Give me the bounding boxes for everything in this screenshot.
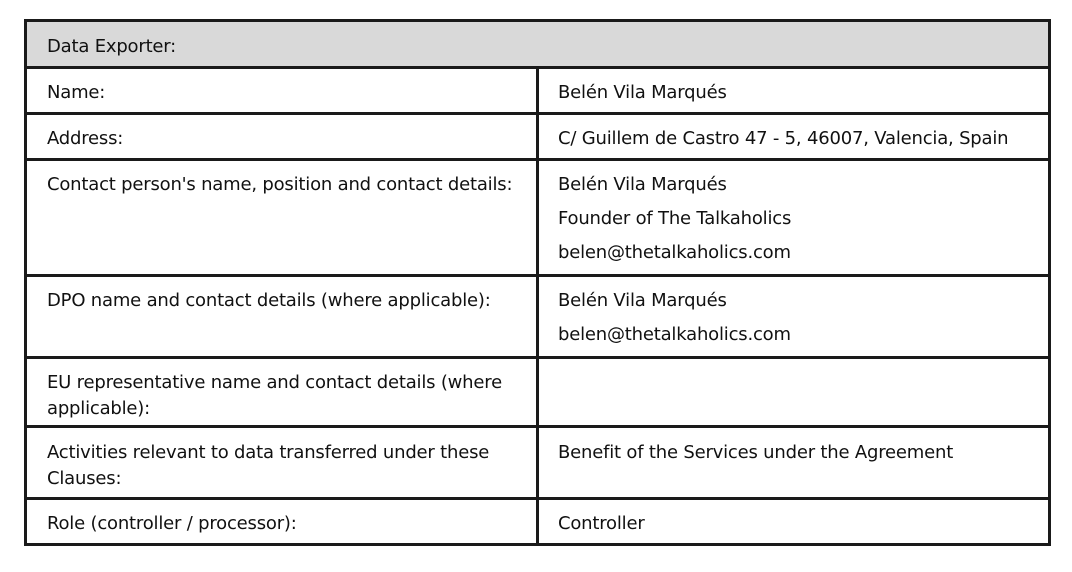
table-row [26, 276, 1050, 358]
table-row [26, 68, 1050, 114]
contact-position: Founder of The Talkaholics [558, 208, 792, 229]
row-value-group [538, 276, 1050, 358]
row-value: Controller [538, 499, 1050, 545]
row-value: Benefit of the Services under the Agreement [538, 427, 1050, 499]
table-title: Data Exporter: [26, 21, 1050, 68]
data-exporter-table [24, 19, 1051, 546]
table-row [26, 499, 1050, 545]
table-row [26, 160, 1050, 276]
row-value-empty [538, 358, 1050, 427]
row-label: Address: [26, 114, 538, 160]
row-value: Belén Vila Marqués [538, 68, 1050, 114]
row-label: Role (controller / processor): [26, 499, 538, 545]
dpo-email: belen@thetalkaholics.com [558, 324, 791, 345]
table-row [26, 358, 1050, 427]
row-value-group [538, 160, 1050, 276]
dpo-name: Belén Vila Marqués [558, 290, 727, 311]
table-row [26, 427, 1050, 499]
row-value: C/ Guillem de Castro 47 - 5, 46007, Valencia, Spain [538, 114, 1050, 160]
table-header-row [26, 21, 1050, 68]
row-label: Name: [26, 68, 538, 114]
row-label: DPO name and contact details (where applicable): [26, 276, 538, 358]
table-row [26, 114, 1050, 160]
row-label: EU representative name and contact details (where applicable): [26, 358, 538, 427]
row-label: Activities relevant to data transferred under these Clauses: [26, 427, 538, 499]
contact-email: belen@thetalkaholics.com [558, 242, 791, 263]
row-label: Contact person's name, position and contact details: [26, 160, 538, 276]
contact-name: Belén Vila Marqués [558, 174, 727, 195]
